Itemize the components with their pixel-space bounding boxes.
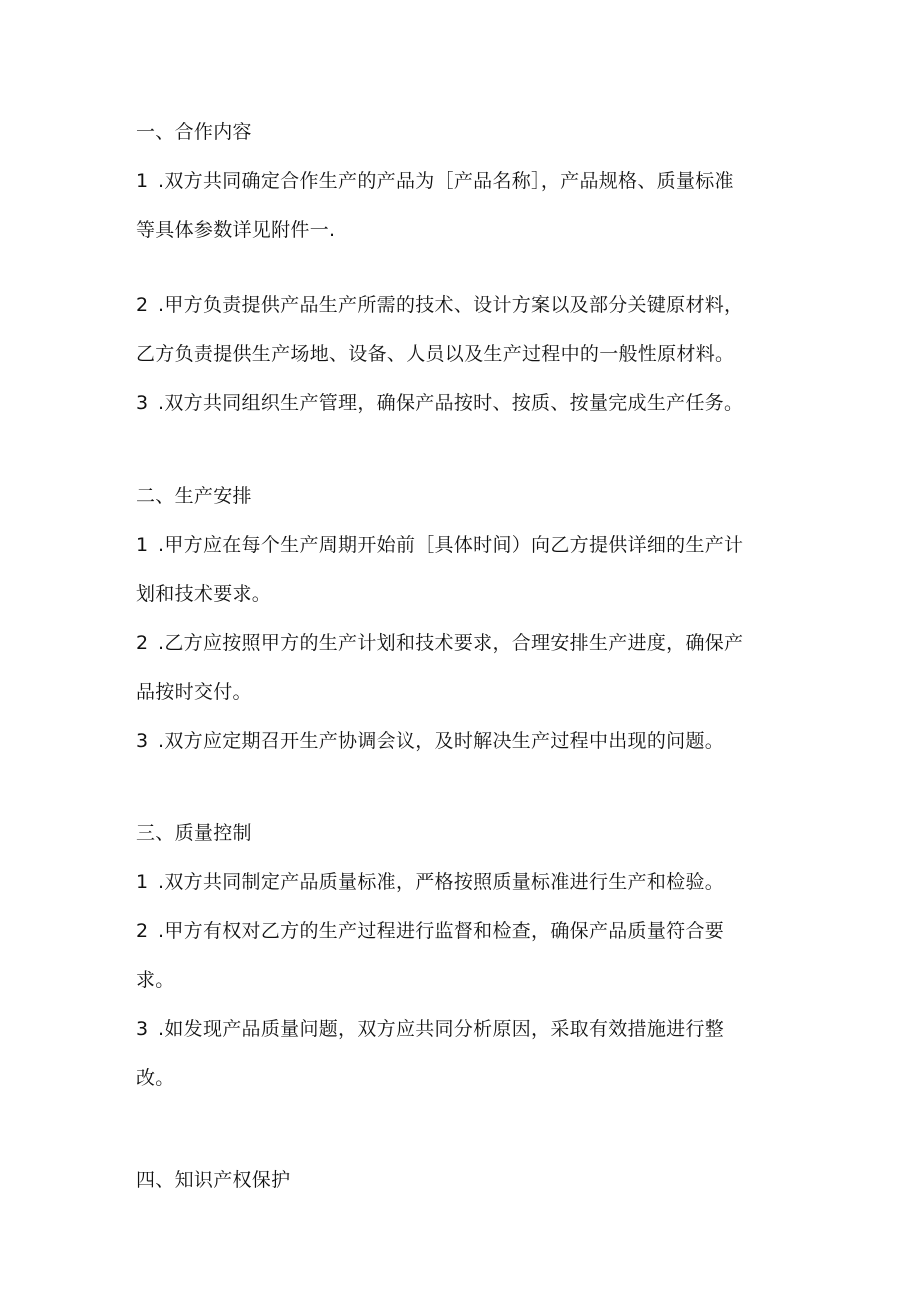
clause-number: 2 — [136, 920, 149, 942]
clause-text: .甲方应在每个生产周期开始前［具体时间）向乙方提供详细的生产计 — [158, 534, 744, 556]
clause-text: .双方共同制定产品质量标准，严格按照质量标准进行生产和检验。 — [158, 871, 725, 893]
clause-number: 2 — [136, 294, 149, 316]
clause-text: .双方共同组织生产管理，确保产品按时、按质、按量完成生产任务。 — [158, 392, 744, 414]
clause-line: 求。 — [136, 969, 175, 991]
clause-line — [136, 869, 724, 895]
section-heading: 四、知识产权保护 — [136, 1169, 291, 1191]
clause-line: 等具体参数详见附件一. — [136, 219, 336, 241]
section-heading: 一、合作内容 — [136, 121, 252, 143]
clause-number: 2 — [136, 632, 149, 654]
clause-line — [136, 292, 743, 318]
clause-text: .甲方有权对乙方的生产过程进行监督和检查，确保产品质量符合要 — [158, 920, 725, 942]
clause-text: .双方应定期召开生产协调会议，及时解决生产过程中出现的问题。 — [158, 730, 725, 752]
clause-text: .甲方负责提供产品生产所需的技术、设计方案以及部分关键原材料， — [158, 294, 744, 316]
clause-line — [136, 1016, 724, 1042]
clause-number: 1 — [136, 871, 149, 893]
section-heading: 二、生产安排 — [136, 485, 252, 507]
clause-text: .双方共同确定合作生产的产品为［产品名称］，产品规格、质量标准 — [158, 170, 734, 192]
clause-number: 3 — [136, 1018, 149, 1040]
clause-line: 品按时交付。 — [136, 681, 252, 703]
clause-line — [136, 918, 724, 944]
clause-line — [136, 532, 743, 558]
section-heading: 三、质量控制 — [136, 822, 252, 844]
clause-text: .如发现产品质量问题，双方应共同分析原因，采取有效措施进行整 — [158, 1018, 725, 1040]
clause-number: 1 — [136, 534, 149, 556]
clause-number: 3 — [136, 730, 149, 752]
clause-line — [136, 630, 743, 656]
clause-number: 3 — [136, 392, 149, 414]
clause-line — [136, 728, 724, 754]
clause-line: 乙方负责提供生产场地、设备、人员以及生产过程中的一般性原材料。 — [136, 343, 735, 365]
clause-line — [136, 168, 734, 194]
clause-number: 1 — [136, 170, 149, 192]
clause-line: 划和技术要求。 — [136, 583, 272, 605]
clause-text: .乙方应按照甲方的生产计划和技术要求，合理安排生产进度，确保产 — [158, 632, 744, 654]
clause-line — [136, 390, 743, 416]
clause-line: 改。 — [136, 1067, 175, 1089]
